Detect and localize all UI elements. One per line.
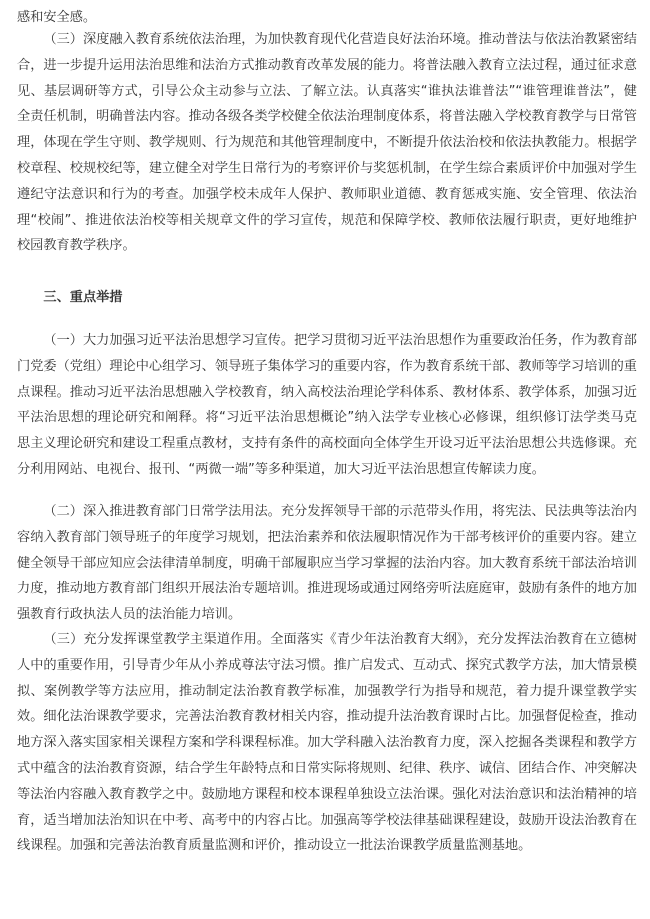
paragraph-item3-governance: （三）深度融入教育系统依法治理，为加快教育现代化营造良好法治环境。推动普法与依法治教紧密结合，进一步提升运用法治思维和法治方式推动教育改革发展的能力。将普法融入教育立法过程，通过征求意见、基层调研等方式，引导公众主动参与立法、了解立法。认真落实“谁执法谁普法”“谁管理谁普法”，健全责任机制，明确普法内容。推动各级各类学校健全依法治理制度体系，将普法融入学校教育教学与日常管理，体现在学生守则、教学规则、行为规范和其他管理制度中，不断提升依法治校和依法执教能力。根据学校章程、校规校纪等，建立健全对学生日常行为的考察评价与奖惩机制，在学生综合素质评价中加强对学生遵纪守法意识和行为的考查。加强学校未成年人保护、教师职业道德、教育惩戒实施、安全管理、依法治理“校闹”、推进依法治校等相关规章文件的学习宣传，规范和保障学校、教师依法履行职责，更好地维护校园教育教学秩序。 bbox=[17, 32, 637, 254]
intro-tail-paragraph: 感和安全感。 bbox=[17, 10, 97, 25]
paragraph-item3-classroom: （三）充分发挥课堂教学主渠道作用。全面落实《青少年法治教育大纲》，充分发挥法治教育在立德树人中的重要作用，引导青少年从小养成尊法守法习惯。推广启发式、互动式、探究式教学方法，加大情景模拟、案例教学等方法应用，推动制定法治教育教学标准，加强教学行为指导和规范，着力提升课堂教学实效。细化法治课教学要求，完善法治教育教材相关内容，推动提升法治教育课时占比。加强督促检查，推动地方深入落实国家相关课程方案和学科课程标准。加大学科融入法治教育力度，深入挖掘各类课程和教学方式中蕴含的法治教育资源，结合学生年龄特点和日常实际将规则、纪律、秩序、诚信、团结合作、冲突解决等法治内容融入教育教学之中。鼓励地方课程和校本课程单独设立法治课。强化对法治意识和法治精神的培育，适当增加法治知识在中考、高考中的内容占比。加强高等学校法律基础课程建设，鼓励开设法治教育在线课程。加强和完善法治教育质量监测和评价，推动设立一批法治课教学质量监测基地。 bbox=[17, 632, 637, 854]
paragraph-item1-study: （一）大力加强习近平法治思想学习宣传。把学习贯彻习近平法治思想作为重要政治任务，作为教育部门党委（党组）理论中心组学习、领导班子集体学习的重要内容，作为教育系统干部、教师等学习培训的重点课程。推动习近平法治思想融入学校教育，纳入高校法治理论学科体系、教材体系、教学体系，加强习近平法治思想的理论研究和阐释。将“习近平法治思想概论”纳入法学专业核心必修课，组织修订法学类马克思主义理论研究和建设工程重点教材，支持有条件的高校面向全体学生开设习近平法治思想公共选修课。充分利用网站、电视台、报刊、“两微一端”等多种渠道，加大习近平法治思想宣传解读力度。 bbox=[17, 333, 637, 477]
section-heading-key-measures: 三、重点举措 bbox=[43, 290, 123, 305]
paragraph-item2-daily-learning: （二）深入推进教育部门日常学法用法。充分发挥领导干部的示范带头作用，将宪法、民法典等法治内容纳入教育部门领导班子的年度学习规划，把法治素养和依法履职情况作为干部考核评价的重要内容。建立健全领导干部应知应会法律清单制度，明确干部履职应当学习掌握的法治内容。加大教育系统干部法治培训力度，推动地方教育部门组织开展法治专题培训。推进现场或通过网络旁听法庭庭审，鼓励有条件的地方加强教育行政执法人员的法治能力培训。 bbox=[17, 504, 637, 623]
